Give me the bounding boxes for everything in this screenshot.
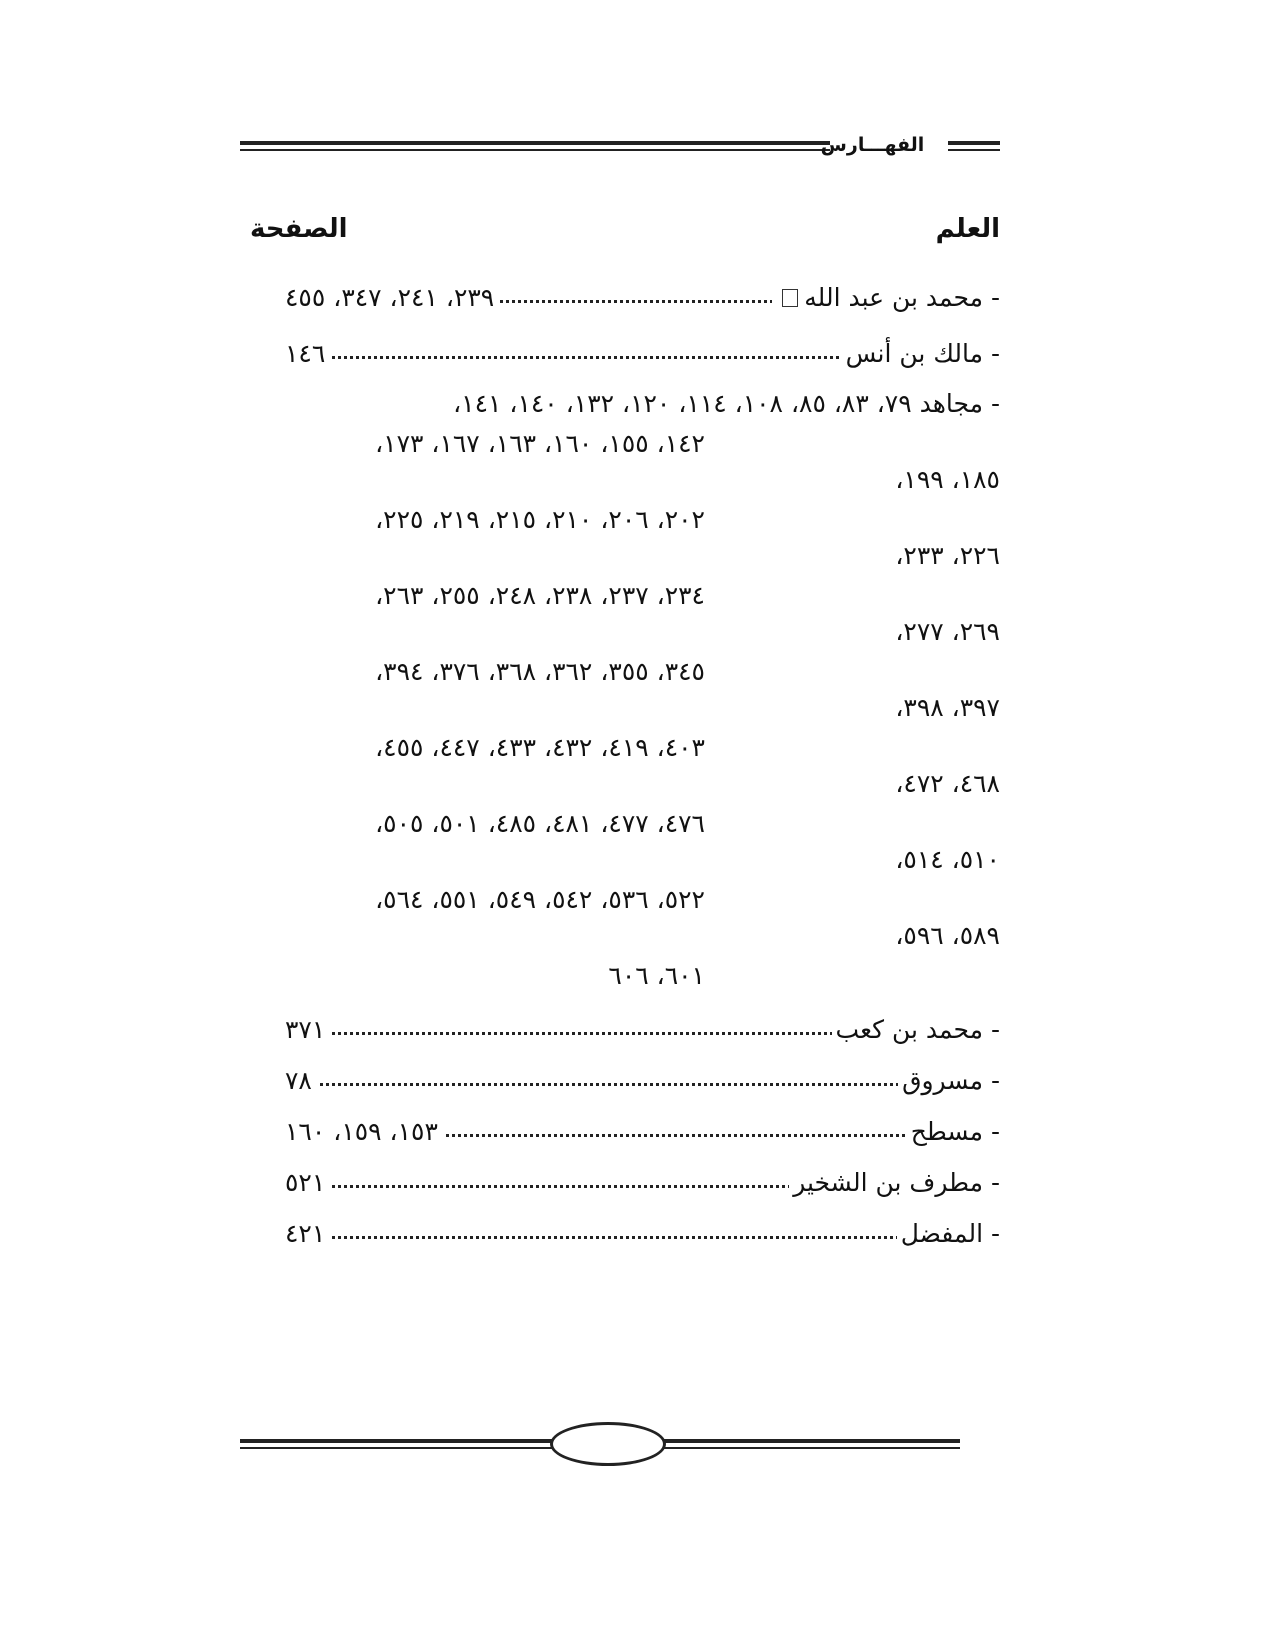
column-heading-page: الصفحة [250,214,348,244]
index-entry [285,1012,1000,1048]
entry-name: - مطرف بن الشخير [789,1165,1000,1201]
entry-pages: ١٥٣، ١٥٩، ١٦٠ [285,1114,444,1150]
index-entry [285,1165,1000,1201]
index-entry [285,280,1000,316]
continuation-line: ٣٤٥، ٣٥٥، ٣٦٢، ٣٦٨، ٣٧٦، ٣٩٤، [375,657,705,686]
continuation-line: ٤٦٨، ٤٧٢، [895,769,1000,798]
continuation-line: ٥٢٢، ٥٣٦، ٥٤٢، ٥٤٩، ٥٥١، ٥٦٤، [375,885,705,914]
entry-pages: ٣٧١ [285,1012,331,1048]
index-entry [285,1063,1000,1099]
index-entry [285,1216,1000,1252]
continuation-line: ٢٦٩، ٢٧٧، [895,617,1000,646]
continuation-line: ٢٢٦، ٢٣٣، [895,541,1000,570]
continuation-line: ٢٣٤، ٢٣٧، ٢٣٨، ٢٤٨، ٢٥٥، ٢٦٣، [375,581,705,610]
continuation-line: ٢٠٢، ٢٠٦، ٢١٠، ٢١٥، ٢١٩، ٢٢٥، [375,505,705,534]
continuation-line: ٣٩٧، ٣٩٨، [895,693,1000,722]
running-header-title: الفهـــارس [820,134,925,156]
page-footer-ornament [240,1420,960,1470]
footer-rule-right [660,1439,960,1449]
dot-leader [285,1236,1000,1239]
index-entry [285,336,1000,372]
continuation-line: ٦٠١، ٦٠٦ [608,961,705,990]
index-entry [285,1114,1000,1150]
header-rule-left [240,141,830,151]
page-number-oval [550,1422,666,1466]
entry-name: - مالك بن أنس [842,336,1000,372]
entry-pages: ٧٩، ٨٣، ٨٥، ١٠٨، ١١٤، ١٢٠، ١٣٢، ١٤٠، ١٤١، [453,389,912,418]
entry-name: - مجاهد [919,389,1000,418]
entry-name: - مسروق [898,1063,1000,1099]
header-rule-right [948,141,1000,151]
footer-rule-left [240,1439,552,1449]
entry-name: - محمد بن عبد الله [772,280,1000,316]
entry-name: - مسطح [907,1114,1000,1150]
index-entry-long [453,386,1000,422]
continuation-line: ٤٧٦، ٤٧٧، ٤٨١، ٤٨٥، ٥٠١، ٥٠٥، [375,809,705,838]
continuation-line: ٥١٠، ٥١٤، [895,845,1000,874]
entry-pages: ٢٣٩، ٢٤١، ٣٤٧، ٤٥٥ [285,280,500,316]
entry-pages: ٥٢١ [285,1165,331,1201]
entry-pages: ١٤٦ [285,336,331,372]
entry-name: - المفضل [897,1216,1000,1252]
continuation-line: ٤٠٣، ٤١٩، ٤٣٢، ٤٣٣، ٤٤٧، ٤٥٥، [375,733,705,762]
entry-pages: ٤٢١ [285,1216,331,1252]
continuation-line: ١٤٢، ١٥٥، ١٦٠، ١٦٣، ١٦٧، ١٧٣، [375,429,705,458]
continuation-line: ١٨٥، ١٩٩، [895,465,1000,494]
entry-name: - محمد بن كعب [832,1012,1000,1048]
running-header [240,130,1000,160]
honorific-symbol-icon [782,289,798,307]
dot-leader [285,1083,1000,1086]
continuation-line: ٥٨٩، ٥٩٦، [895,921,1000,950]
entry-pages: ٧٨ [285,1063,318,1099]
column-heading-name: العلم [935,214,1000,244]
